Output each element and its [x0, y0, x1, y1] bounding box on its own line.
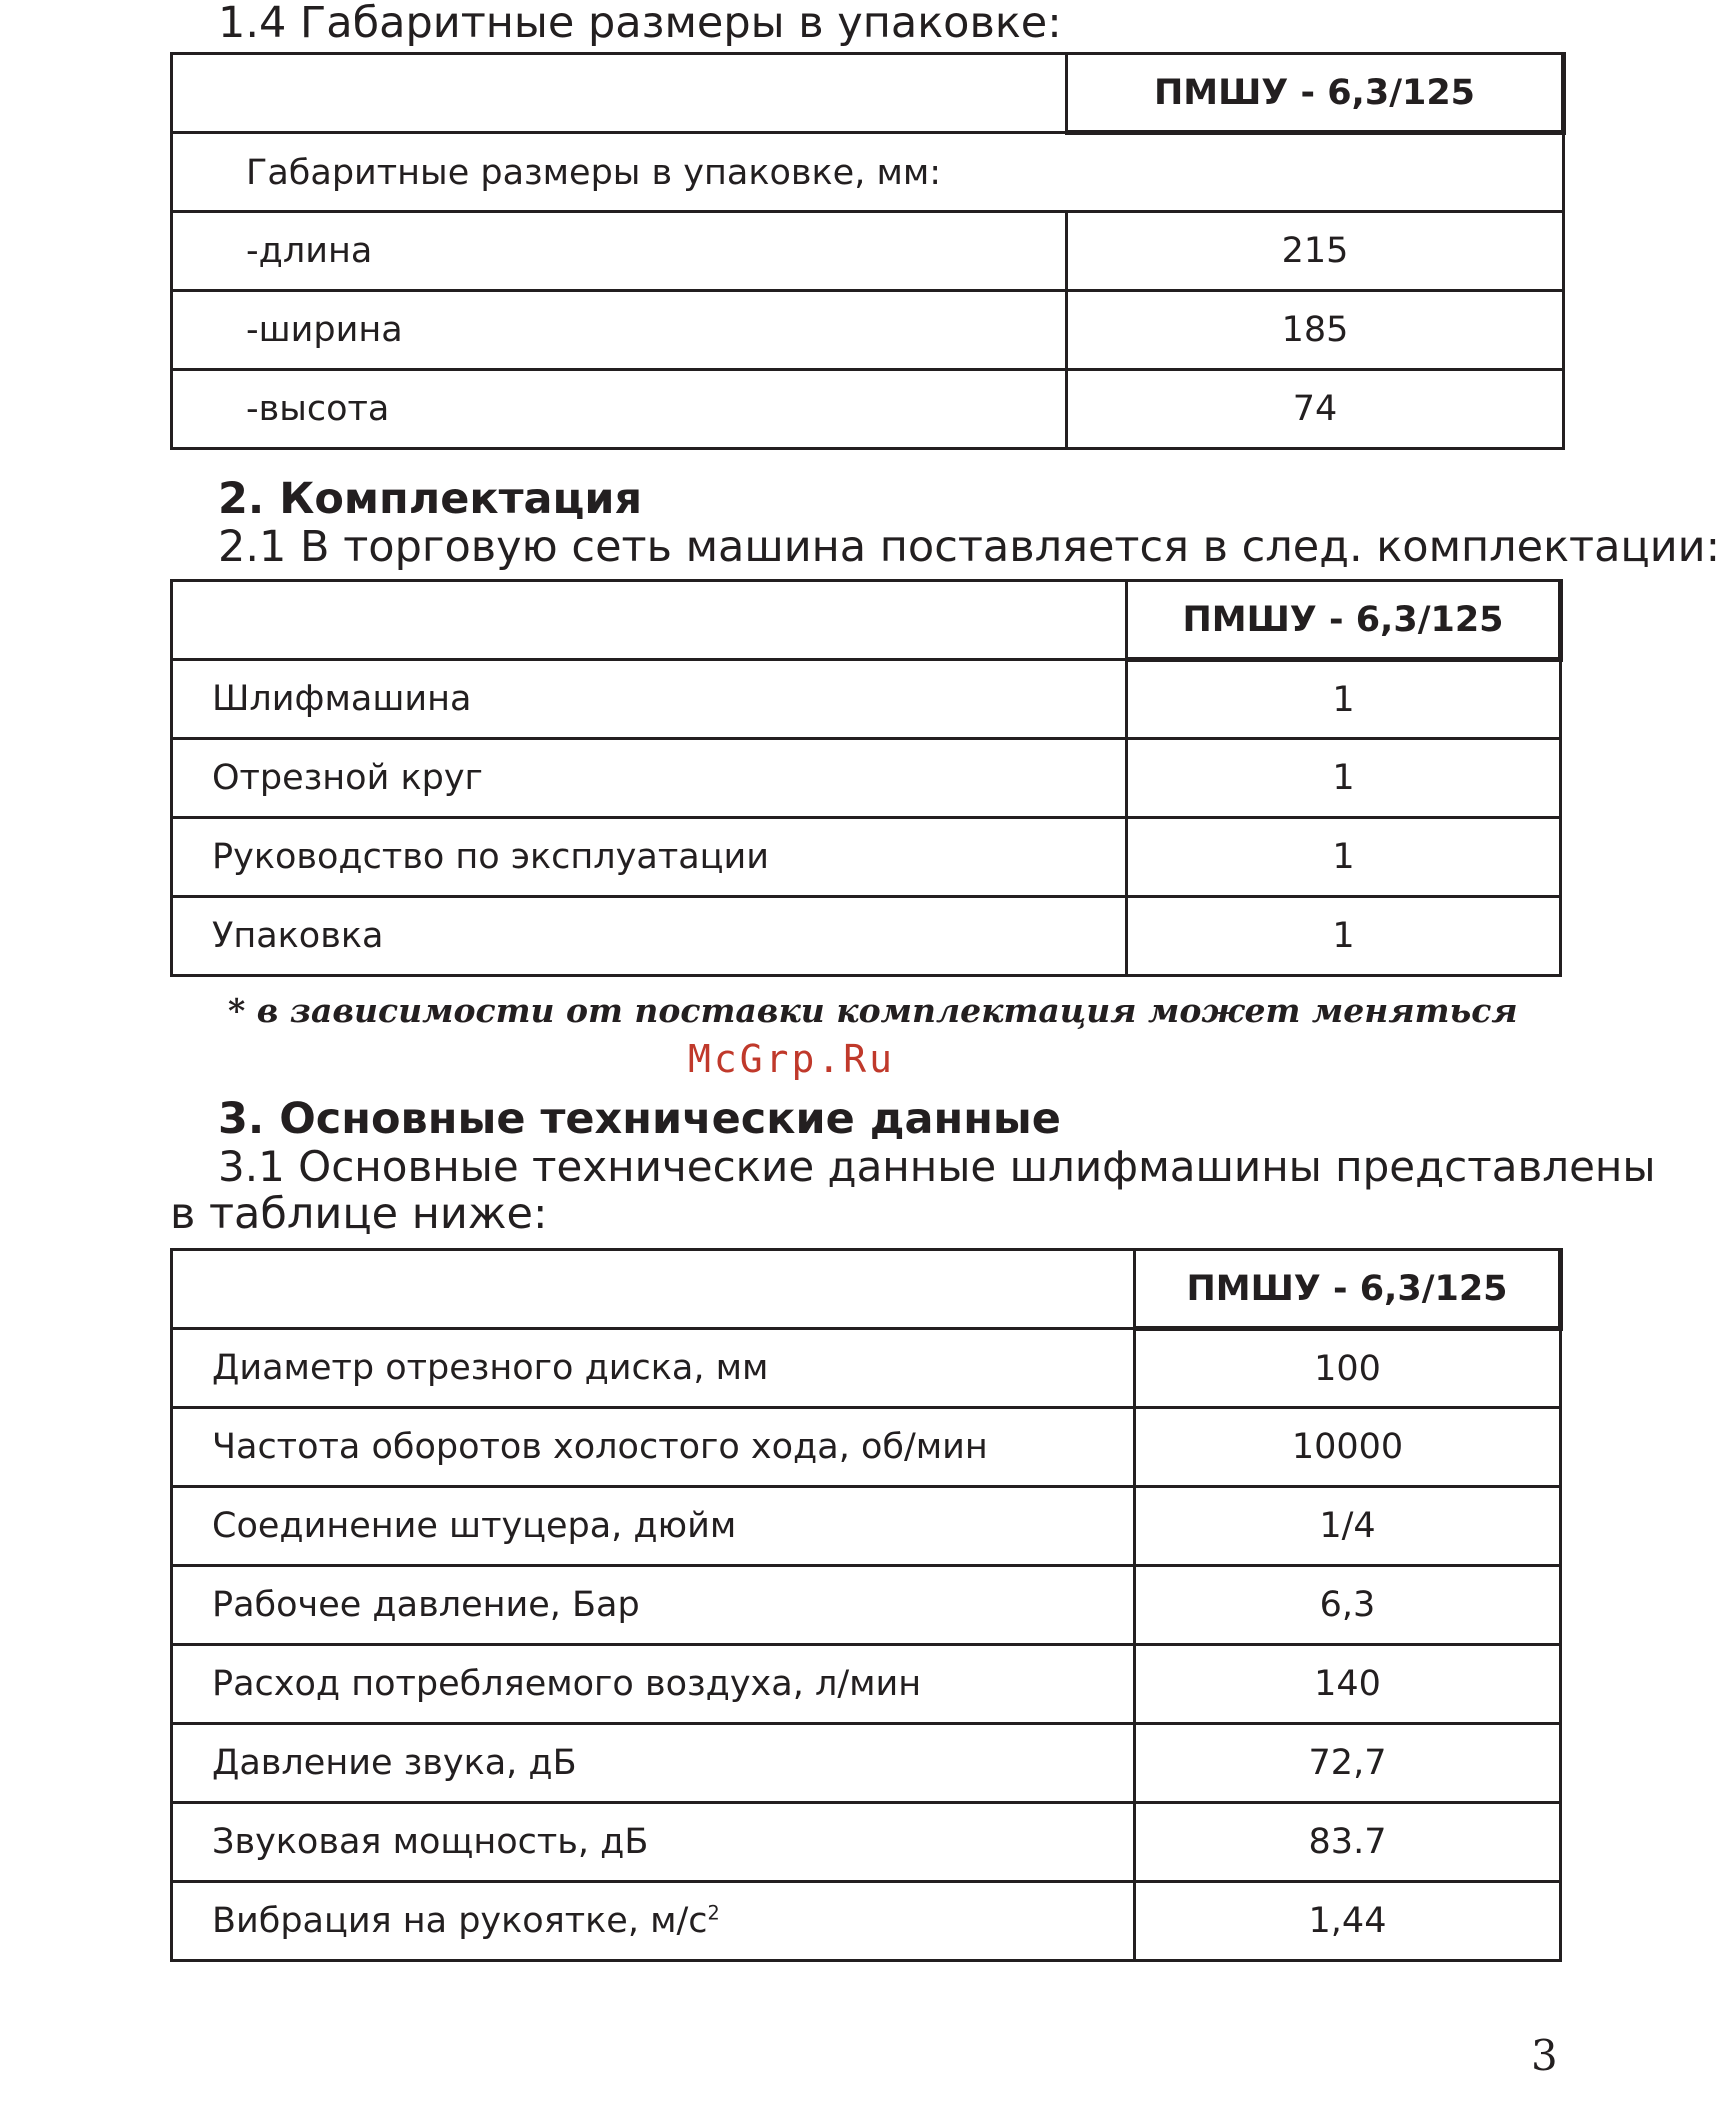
section-1-4-heading: 1.4 Габаритные размеры в упаковке: — [218, 0, 1062, 48]
row-label: Звуковая мощность, дБ — [172, 1803, 1135, 1882]
table-row — [172, 818, 1561, 897]
row-label: Диаметр отрезного диска, мм — [172, 1329, 1135, 1408]
row-value: 140 — [1135, 1645, 1561, 1724]
row-label: -высота — [172, 370, 1067, 449]
model-column-header: ПМШУ - 6,3/125 — [1135, 1250, 1561, 1329]
row-value: 100 — [1135, 1329, 1561, 1408]
table-corner-cell — [172, 581, 1127, 660]
table-row — [172, 212, 1564, 291]
row-value: 185 — [1067, 291, 1564, 370]
row-label: Шлифмашина — [172, 660, 1127, 739]
table-row — [172, 739, 1561, 818]
table-row — [172, 1724, 1561, 1803]
row-label: Давление звука, дБ — [172, 1724, 1135, 1803]
row-value: 74 — [1067, 370, 1564, 449]
table-row — [172, 370, 1564, 449]
section-3-1-intro-line-1: 3.1 Основные технические данные шлифмашины представлены — [218, 1142, 1656, 1191]
row-value: 1 — [1127, 660, 1561, 739]
table-corner-cell — [172, 1250, 1135, 1329]
row-label: Руководство по эксплуатации — [172, 818, 1127, 897]
watermark-text: McGrp.Ru — [688, 1037, 896, 1081]
page-number: 3 — [1531, 2031, 1558, 2080]
row-label: Расход потребляемого воздуха, л/мин — [172, 1645, 1135, 1724]
dimensions-group-label: Габаритные размеры в упаковке, мм: — [172, 133, 1564, 212]
section-3-title: 3. Основные технические данные — [218, 1094, 1061, 1144]
row-value: 83.7 — [1135, 1803, 1561, 1882]
table-group-row — [172, 133, 1564, 212]
section-3-1-intro-line-2: в таблице ниже: — [170, 1189, 548, 1239]
vibration-label-cell — [172, 1882, 1135, 1961]
model-column-header: ПМШУ - 6,3/125 — [1127, 581, 1561, 660]
table-row — [172, 1566, 1561, 1645]
model-column-header: ПМШУ - 6,3/125 — [1067, 54, 1564, 133]
row-label: Рабочее давление, Бар — [172, 1566, 1135, 1645]
row-label: Частота оборотов холостого хода, об/мин — [172, 1408, 1135, 1487]
row-label: Упаковка — [172, 897, 1127, 976]
table-row — [172, 1803, 1561, 1882]
row-value: 1,44 — [1135, 1882, 1561, 1961]
row-value: 6,3 — [1135, 1566, 1561, 1645]
table-row — [172, 291, 1564, 370]
technical-data-table — [170, 1248, 1563, 1962]
row-value: 215 — [1067, 212, 1564, 291]
row-value: 1 — [1127, 818, 1561, 897]
table-header-row — [172, 1250, 1561, 1329]
table-row — [172, 1487, 1561, 1566]
table-header-row — [172, 581, 1561, 660]
table-row — [172, 1408, 1561, 1487]
row-value: 72,7 — [1135, 1724, 1561, 1803]
row-label: -ширина — [172, 291, 1067, 370]
table-corner-cell — [172, 54, 1067, 133]
table-row — [172, 897, 1561, 976]
row-value: 10000 — [1135, 1408, 1561, 1487]
row-label: Соединение штуцера, дюйм — [172, 1487, 1135, 1566]
unit-superscript: 2 — [707, 1901, 720, 1925]
row-value: 1/4 — [1135, 1487, 1561, 1566]
table-row — [172, 1329, 1561, 1408]
table-header-row — [172, 54, 1564, 133]
package-dimensions-table — [170, 52, 1566, 450]
table-row — [172, 1645, 1561, 1724]
row-value: 1 — [1127, 739, 1561, 818]
row-value: 1 — [1127, 897, 1561, 976]
package-contents-table — [170, 579, 1563, 977]
section-2-title: 2. Комплектация — [218, 474, 643, 524]
row-label: -длина — [172, 212, 1067, 291]
section-2-1-heading: 2.1 В торговую сеть машина поставляется в след. комплектации: — [218, 522, 1720, 572]
row-label: Отрезной круг — [172, 739, 1127, 818]
contents-footnote: * в зависимости от поставки комплектация может меняться — [228, 991, 1518, 1030]
table-row — [172, 660, 1561, 739]
row-label: Вибрация на рукоятке, м/с — [212, 1901, 708, 1941]
table-row — [172, 1882, 1561, 1961]
